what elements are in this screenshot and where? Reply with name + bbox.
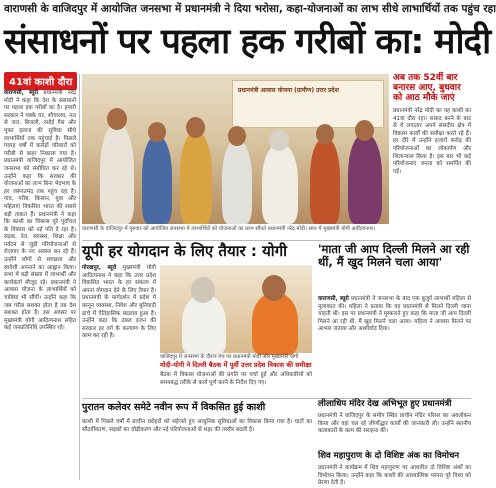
person-head — [191, 277, 215, 303]
column-divider — [79, 74, 80, 480]
shiv-headline: शिव महापुराण के दो विशिष्ट अंक का विमोचन — [318, 451, 460, 461]
yogi-body-text: मुख्यमंत्री योगी आदित्यनाथ ने कहा कि उत्तर प्रदेश विकसित भारत के हर संकल्प में अपना योगदान देने के लिए तैयार है। प्रधानमंत्री के मार्गदर्शन में प्रदेश में कानून व्यवस्था, निवेश और बुनियादी ढांचे में ऐतिहासिक बदलाव हुआ है। उन्होंने कहा कि डबल इंजन की सरकार हर वर्ग के कल्याण के लिए काम कर रही है। — [82, 265, 156, 340]
person-figure — [252, 293, 298, 355]
person-head — [355, 120, 374, 141]
person-figure — [142, 136, 172, 224]
quote-body — [318, 296, 471, 396]
person-head — [262, 275, 286, 301]
quote-body-text: प्रधानमंत्री ने जनसभा के बाद एक बुजुर्ग लाभार्थी महिला से मुलाकात की। महिला ने बताया कि वह प्रधानमंत्री से मिलने दिल्ली जाना चाहती थीं। इस पर प्रधानमंत्री ने मुस्कराते हुए कहा कि माता जी आप दिल्ली मिलने आ रही थीं, मैं खुद मिलने चला आया। महिला ने आवास मिलने पर आभार जताया और आशीर्वाद दिया। — [318, 296, 472, 333]
person-head — [316, 124, 334, 144]
page-headline: संसाधनों पर पहला हक गरीबों का: मोदी — [4, 22, 491, 62]
yogi-photo — [160, 265, 312, 353]
person-head — [228, 126, 246, 146]
person-figure — [262, 144, 298, 224]
quote-headline: 'माता जी आप दिल्ली मिलने आ रही थीं, मैं खुद मिलने चला आया' — [318, 242, 470, 269]
section-divider — [82, 240, 471, 241]
yogi-sub-body: बैठक में विकास योजनाओं की प्रगति पर चर्चा हुई और अधिकारियों को समयबद्ध तरीके से कार्य पूर्ण करने के निर्देश दिए गए। — [160, 372, 312, 386]
person-figure — [100, 124, 134, 224]
yogi-headline: यूपी हर योगदान के लिए तैयार : योगी — [82, 242, 288, 260]
main-photo-caption: वाराणसी के वाजिदपुर में गुरुवार को आयोजित जनसभा में लाभार्थियों को योजनाओं का लाभ सौंपते प्रधानमंत्री नरेंद्र मोदी। साथ में मुख्यमंत्री योगी आदित्यनाथ। — [82, 226, 375, 232]
left-column — [4, 90, 76, 480]
person-head — [269, 130, 289, 151]
person-figure — [222, 140, 252, 224]
left-dateline: वाराणसी, ब्यूरो — [4, 90, 39, 96]
photo-banner-text: प्रधानमंत्री आवास योजना (ग्रामीण) उत्तर प्रदेश — [238, 87, 339, 94]
person-figure — [182, 295, 226, 355]
mid-story-headline: पुरातन कलेवर समेटे नवीन रूप में विकसित हुई काशी — [82, 402, 266, 413]
yogi-sub-headline: मोदी-योगी ने दिल्ली बैठक में पूर्वी उत्तर प्रदेश विकास की समीक्षा — [160, 361, 312, 369]
right-top-body: प्रधानमंत्री नरेंद्र मोदी का यह काशी का 41वां दौरा रहा। सांसद बनने के बाद से वे लगातार अपने संसदीय क्षेत्र में विकास कार्यों की समीक्षा करते रहे हैं। हर दौरे में उन्होंने हजारों करोड़ की परियोजनाओं का लोकार्पण और शिलान्यास किया है। इस बार भी कई परियोजनाएं जनता को समर्पित की गईं। — [393, 108, 471, 175]
temple-headline: लीलाधिप मंदिर देख अभिभूत हुए प्रधानमंत्री — [318, 399, 452, 409]
person-head — [186, 117, 205, 138]
person-figure — [180, 132, 212, 224]
left-body-text: प्रधानमंत्री नरेंद्र मोदी ने कहा कि देश के संसाधनों पर पहला हक गरीबों का है। हमारी सरकार ने पक्के घर, शौचालय, नल से जल, बिजली, रसोई गैस और मुफ्त इलाज की सुविधा सीधे लाभार्थियों तक पहुंचाई है। पिछले ग्यारह वर्षों में करोड़ों परिवारों को गरीबी से बाहर निकाला गया है। प्रधानमंत्री वाजिदपुर में आयोजित जनसभा को संबोधित कर रहे थे। उन्होंने कहा कि सरकार की योजनाओं का लाभ बिना भेदभाव के हर जरूरतमंद तक पहुंच रहा है। गांव, गरीब, किसान, युवा और महिलाएं विकसित भारत की सबसे बड़ी ताकत हैं। प्रधानमंत्री ने कहा कि काशी का विकास पूरे पूर्वांचल के विकास को नई गति दे रहा है। सड़क, रेल, स्वास्थ्य, शिक्षा और पर्यटन से जुड़ी परियोजनाओं से रोजगार के नए अवसर बन रहे हैं। उन्होंने लोगों से स्वच्छता और स्वदेशी अपनाने का आह्वान किया। सभा में बड़ी संख्या में लाभार्थी और कार्यकर्ता मौजूद रहे। प्रधानमंत्री ने आवास योजना के लाभार्थियों को चाबियां भी सौंपीं। उन्होंने कहा कि जब गरीब सशक्त होता है तब देश सशक्त होता है। इस अवसर पर मुख्यमंत्री योगी आदित्यनाथ सहित कई जनप्रतिनिधि उपस्थित रहे। — [4, 90, 77, 332]
person-figure — [310, 138, 340, 224]
yogi-photo-caption: वाजिदपुर में जनसभा के दौरान मंच पर प्रधानमंत्री मोदी और मुख्यमंत्री योगी — [160, 354, 299, 360]
mid-story-body: काशी में पिछले वर्षों में प्राचीन धरोहरों को सहेजते हुए आधुनिक सुविधाओं का विकास किया गया है। घाटों का सौंदर्यीकरण, सड़कों का चौड़ीकरण और नई परियोजनाओं से शहर की तस्वीर बदली है। — [82, 419, 312, 433]
person-figure — [348, 134, 382, 224]
person-head — [148, 122, 166, 142]
person-head — [107, 108, 127, 130]
kicker-line: वाराणसी के वाजिदपुर में आयोजित जनसभा में प्रधानमंत्री ने दिया भरोसा, कहा-योजनाओं का लाभ सीधे लाभार्थियों तक पहुंच रहा — [4, 3, 496, 15]
quote-dateline: वाराणसी, ब्यूरो — [318, 296, 349, 302]
yogi-body — [82, 265, 156, 355]
right-top-headline: अब तक 52वीं बार बनारस आए, बुधवार को आठ मौके जाएं — [393, 73, 461, 103]
yogi-dateline: गोरखपुर, ब्यूरो — [82, 265, 117, 271]
shiv-body: प्रधानमंत्री ने कार्यक्रम में शिव महापुराण पर आधारित दो विशिष्ट अंकों का विमोचन किया। उन्होंने कहा कि काशी की आध्यात्मिक परंपरा पूरे विश्व को प्रेरणा देती है। — [318, 465, 471, 487]
visit-badge: 41वां काशी दौरा — [4, 72, 77, 90]
main-photo — [82, 74, 389, 224]
temple-body: प्रधानमंत्री ने वाजिदपुर के समीप स्थित प्राचीन मंदिर परिसर का अवलोकन किया और वहां चल रहे जीर्णोद्धार कार्यों की जानकारी ली। उन्होंने स्थानीय कलाकारों के काम की सराहना की। — [318, 413, 471, 435]
